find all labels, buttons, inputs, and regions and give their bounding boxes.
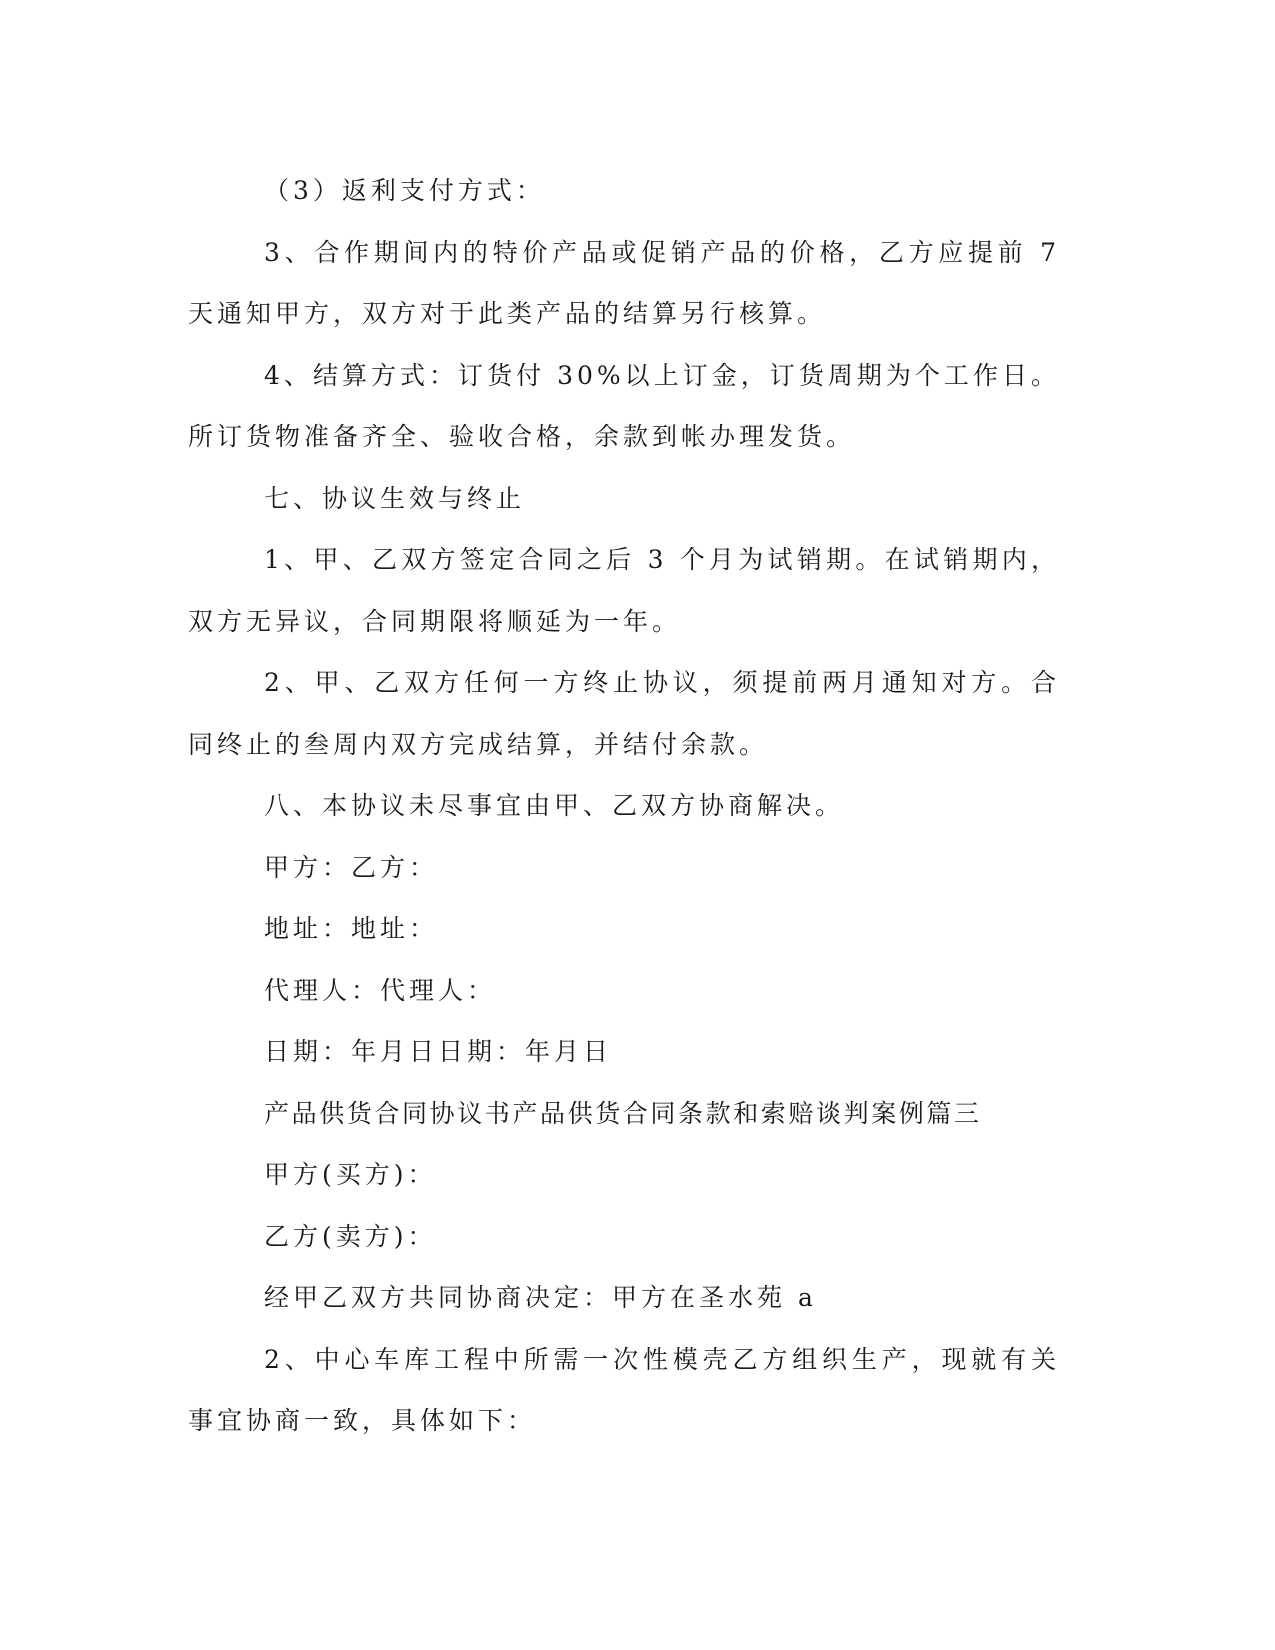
contract-three-title: 产品供货合同协议书产品供货合同条款和索赔谈判案例篇三	[264, 1098, 982, 1128]
buyer-line: 甲方(买方)：	[264, 1160, 437, 1189]
date-line: 日期：年月日日期：年月日	[264, 1037, 613, 1066]
clause-4-settlement: 4、结算方式：订货付 30%以上订金，订货周期为个工作日。所订货物准备齐全、验收合格，余款到帐办理发货。	[188, 360, 1060, 451]
clause-1-trial-period: 1、甲、乙双方签定合同之后 3 个月为试销期。在试销期内，双方无异议，合同期限将顺延为一年。	[188, 545, 1060, 636]
clause-2-formwork: 2、中心车库工程中所需一次性模壳乙方组织生产，现就有关事宜协商一致，具体如下：	[188, 1344, 1060, 1435]
document-body	[188, 160, 1060, 1452]
clause-2-termination: 2、甲、乙双方任何一方终止协议，须提前两月通知对方。合同终止的叁周内双方完成结算，并结付余款。	[188, 668, 1060, 759]
rebate-payment-method: （3）返利支付方式：	[264, 176, 545, 205]
agreement-intro: 经甲乙双方共同协商决定：甲方在圣水苑 a	[264, 1283, 817, 1312]
section-7-heading: 七、协议生效与终止	[264, 483, 526, 513]
agent-line: 代理人：代理人：	[264, 975, 497, 1005]
section-8-heading: 八、本协议未尽事宜由甲、乙双方协商解决。	[264, 791, 845, 820]
party-signature-line: 甲方：乙方：	[264, 852, 439, 882]
address-line: 地址：地址：	[264, 914, 439, 943]
seller-line: 乙方(卖方)：	[264, 1221, 437, 1251]
clause-3-special-price: 3、合作期间内的特价产品或促销产品的价格，乙方应提前 7 天通知甲方，双方对于此类产品的结算另行核算。	[188, 237, 1060, 328]
